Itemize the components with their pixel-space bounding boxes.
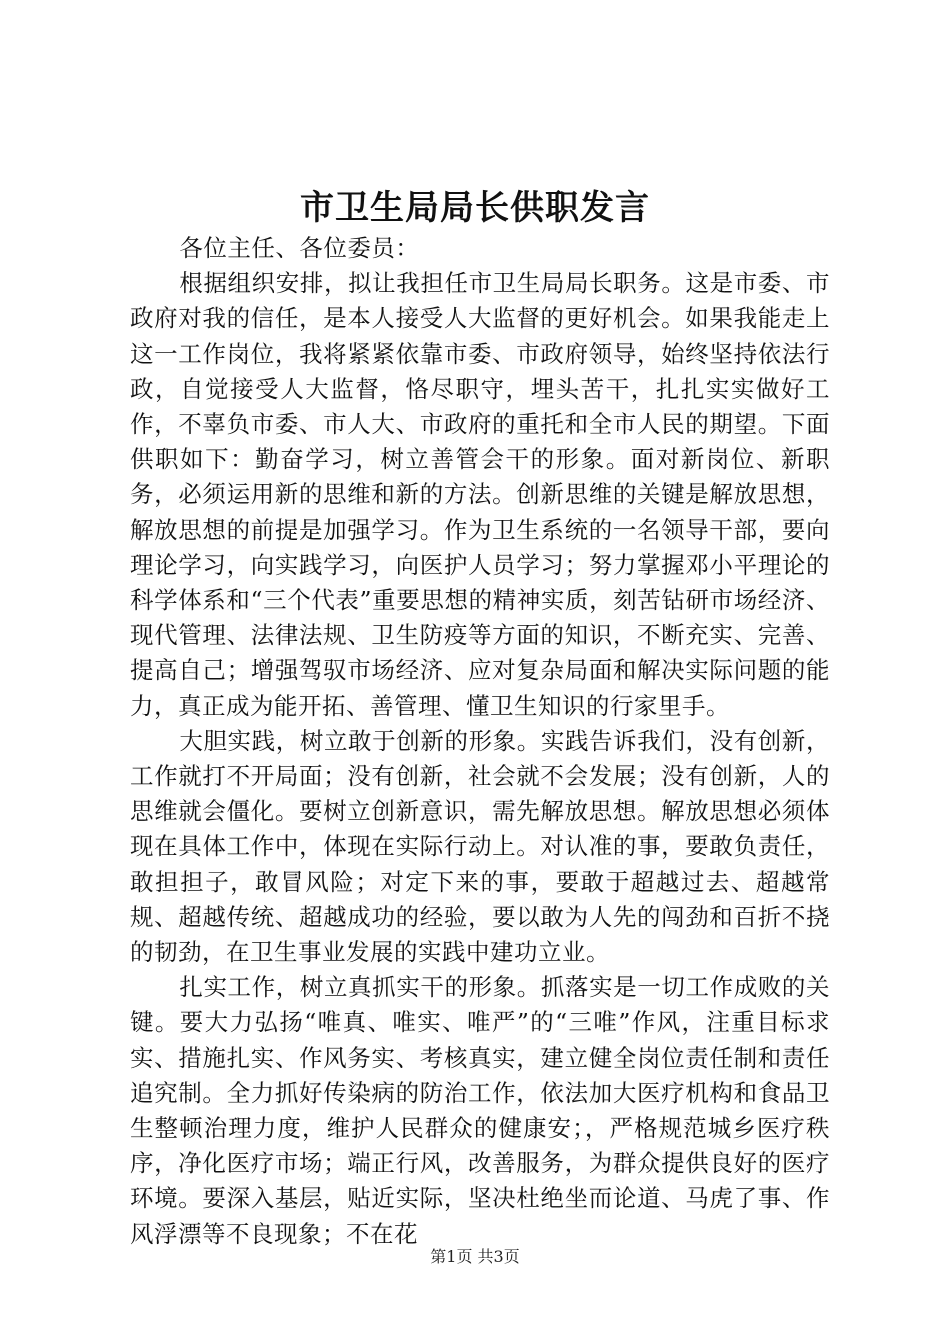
paragraph-1: 根据组织安排，拟让我担任市卫生局局长职务。这是市委、市政府对我的信任，是本人接受人大监督的更好机会。如果我能走上这一工作岗位，我将紧紧依靠市委、市政府领导，始终坚持依法行政，自觉接受人大监督，恪尽职守，埋头苦干，扎扎实实做好工作，不辜负市委、市人大、市政府的重托和全市人民的期望。下面供职如下：勤奋学习，树立善管会干的形象。面对新岗位、新职务，必须运用新的思维和新的方法。创新思维的关键是解放思想，解放思想的前提是加强学习。作为卫生系统的一名领导干部，要向理论学习，向实践学习，向医护人员学习；努力掌握邓小平理论的科学体系和“三个代表”重要思想的精神实质，刻苦钻研市场经济、现代管理、法律法规、卫生防疫等方面的知识，不断充实、完善、提高自己；增强驾驭市场经济、应对复杂局面和解决实际问题的能力，真正成为能开拓、善管理、懂卫生知识的行家里手。: [130, 269, 830, 720]
document-body: [130, 231, 830, 1252]
paragraph-3: 扎实工作，树立真抓实干的形象。抓落实是一切工作成败的关键。要大力弘扬“唯真、唯实、唯严”的“三唯”作风，注重目标求实、措施扎实、作风务实、考核真实，建立健全岗位责任制和责任追究制。全力抓好传染病的防治工作，依法加大医疗机构和食品卫生整顿治理力度，维护人民群众的健康安；，严格规范城乡医疗秩序，净化医疗市场；端正行风，改善服务，为群众提供良好的医疗环境。要深入基层，贴近实际，坚决杜绝坐而论道、马虎了事、作风浮漂等不良现象；不在花: [130, 973, 830, 1248]
salutation: 各位主任、各位委员：: [179, 234, 420, 262]
page-number-footer: 第1页 共3页: [430, 1247, 520, 1266]
document-title: 市卫生局局长供职发言: [300, 188, 650, 228]
paragraph-2: 大胆实践，树立敢于创新的形象。实践告诉我们，没有创新，工作就打不开局面；没有创新，社会就不会发展；没有创新，人的思维就会僵化。要树立创新意识，需先解放思想。解放思想必须体现在具体工作中，体现在实际行动上。对认准的事，要敢负责任，敢担担子，敢冒风险；对定下来的事，要敢于超越过去、超越常规、超越传统、超越成功的经验，要以敢为人先的闯劲和百折不挠的韧劲，在卫生事业发展的实践中建功立业。: [130, 726, 830, 967]
